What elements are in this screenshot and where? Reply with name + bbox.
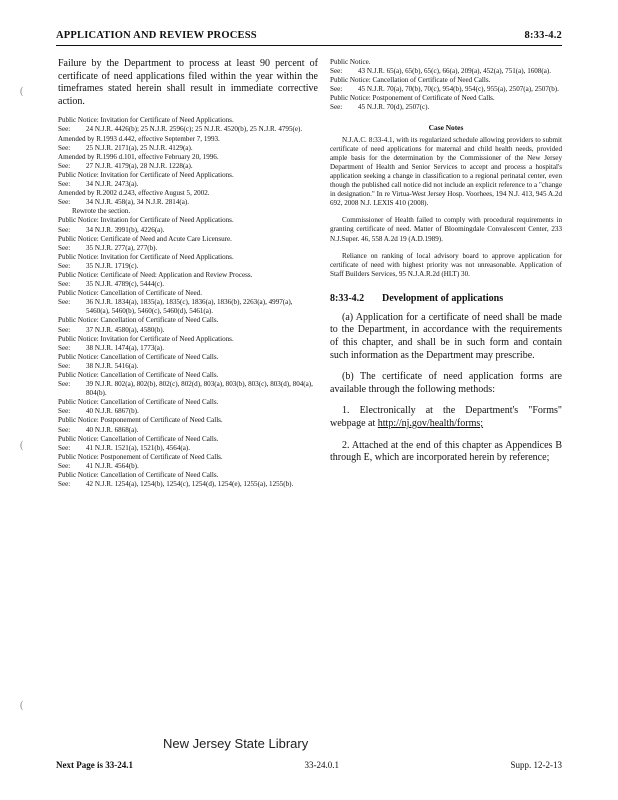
see-label: See:	[330, 103, 343, 112]
history-citation	[58, 344, 318, 353]
history-note: Public Notice: Invitation for Certificate of Need Applications.	[58, 170, 234, 179]
history-citation	[58, 426, 318, 435]
history-citation	[58, 125, 318, 134]
citation-text: 39 N.J.R. 802(a), 802(b), 802(c), 802(d), 803(a), 803(b), 803(c), 803(d), 804(a), 804(b).	[86, 380, 313, 398]
citation-text: 27 N.J.R. 4179(a), 28 N.J.R. 1228(a).	[86, 161, 193, 170]
history-citation	[58, 226, 318, 235]
list-item-1-text: 1. Electronically at the Department's "Forms" webpage at	[330, 405, 562, 430]
see-label: See:	[58, 380, 71, 389]
case-note: Commissioner of Health failed to comply with procedural requirements in granting certificate of need. Matter of Bloomingdale Convalescent Center, 233 N.J.Super. 46, 558 A.2d 19 (A.D.1989).	[330, 216, 562, 243]
supplement-date: Supp. 12-2-13	[510, 760, 562, 770]
history-note: Public Notice: Cancellation of Certificate of Need.	[58, 289, 202, 298]
history-note: Amended by R.1993 d.442, effective September 7, 1993.	[58, 134, 220, 143]
see-label: See:	[330, 85, 343, 94]
page-footer	[56, 760, 562, 770]
citation-text: 38 N.J.R. 1474(a), 1773(a).	[86, 343, 165, 352]
citation-text: 37 N.J.R. 4580(a), 4580(b).	[86, 325, 165, 334]
see-label: See:	[58, 480, 71, 489]
see-label: See:	[58, 461, 71, 470]
history-note: Public Notice: Cancellation of Certificate of Need Calls.	[58, 398, 219, 407]
history-citation	[330, 103, 562, 112]
history-citation	[58, 180, 318, 189]
lead-paragraph: Failure by the Department to process at least 90 percent of certificate of need applications filed within the year within the timeframes stated herein shall result in immediate corrective action.	[58, 58, 318, 107]
header-section-number: 8:33-4.2	[524, 30, 562, 41]
citation-text: 41 N.J.R. 1521(a), 1521(b), 4564(a).	[86, 443, 191, 452]
scan-mark: (	[20, 440, 24, 451]
history-note: Public Notice: Cancellation of Certificate of Need Calls.	[58, 371, 219, 379]
see-label: See:	[58, 361, 71, 370]
history-note: Public Notice: Invitation for Certificate of Need Applications.	[58, 252, 234, 261]
history-citation	[58, 162, 318, 171]
history-note: Public Notice: Invitation for Certificate of Need Applications.	[58, 334, 234, 343]
see-label: See:	[58, 407, 71, 416]
see-label: See:	[330, 67, 343, 76]
next-page-note: Next Page is 33-24.1	[56, 760, 133, 770]
history-citation	[330, 85, 562, 94]
history-note: Public Notice: Postponement of Certificate of Need Calls.	[58, 416, 223, 425]
history-note: Amended by R.2002 d.243, effective August 5, 2002.	[58, 189, 210, 198]
citation-text: 38 N.J.R. 5416(a).	[86, 361, 139, 370]
see-label: See:	[58, 143, 71, 152]
citation-text: 34 N.J.R. 458(a), 34 N.J.R. 2814(a).	[86, 198, 190, 207]
see-label: See:	[58, 443, 71, 452]
history-notes	[58, 116, 318, 489]
history-citation	[330, 67, 562, 76]
citation-text: 35 N.J.R. 277(a), 277(b).	[86, 243, 158, 252]
history-citation	[58, 198, 318, 207]
history-note: Public Notice: Cancellation of Certificate of Need Calls.	[58, 352, 219, 361]
history-note: Public Notice: Cancellation of Certificate of Need Calls.	[330, 76, 491, 85]
history-citation	[58, 480, 318, 489]
citation-text: 40 N.J.R. 6868(a).	[86, 425, 139, 434]
see-label: See:	[58, 243, 71, 252]
history-citation	[58, 244, 318, 253]
history-note: Amended by R.1996 d.101, effective February 20, 1996.	[58, 152, 219, 161]
see-label: See:	[58, 325, 71, 334]
citation-text: 36 N.J.R. 1834(a), 1835(a), 1835(c), 1836(a), 1836(b), 2263(a), 4997(a), 5460(a), 5460(b), 5460(c), 5460(d), 5461(a).	[86, 298, 293, 316]
forms-link[interactable]: http://nj.gov/health/forms;	[377, 418, 484, 430]
history-citation	[58, 326, 318, 335]
history-citation	[58, 444, 318, 453]
case-note: N.J.A.C. 8:33-4.1, with its regularized schedule allowing providers to submit certificate of need applications for maternal and child health needs, provided ample basis for the determination by the Commissioner of the New Jersey Department of Health and Senior Services to accept and process a hospital's application seeking a change in classification to a regional perinatal center, even though the published call notice did not include an explicit reference to a "change in designation." In re Virtua-West Jersey Hosp. Voorhees, 194 N.J. 413, 945 A.2d 692, 2008 N.J. LEXIS 410 (2008).	[330, 135, 562, 208]
history-note: Public Notice: Cancellation of Certificate of Need Calls.	[58, 316, 219, 325]
history-citation	[58, 407, 318, 416]
history-citation	[58, 280, 318, 289]
paragraph-a: (a) Application for a certificate of need shall be made to the Department, in accordance with the requirements of this chapter, and shall be in such form and contain such information as the Department may prescribe.	[330, 311, 562, 361]
header-rule	[56, 45, 562, 46]
citation-text: 35 N.J.R. 4789(c), 5444(c).	[86, 280, 165, 289]
see-label: See:	[58, 298, 71, 307]
history-citation	[58, 462, 318, 471]
citation-text: 35 N.J.R. 1719(c).	[86, 261, 139, 270]
see-label: See:	[58, 425, 71, 434]
section-number: 8:33-4.2	[330, 292, 365, 304]
history-note: Public Notice: Postponement of Certificate of Need Calls.	[58, 452, 223, 461]
header-title: APPLICATION AND REVIEW PROCESS	[56, 30, 257, 41]
list-item-2: 2. Attached at the end of this chapter as Appendices B through E, which are incorporated herein by reference;	[330, 439, 562, 464]
see-label: See:	[58, 343, 71, 352]
library-watermark: New Jersey State Library	[163, 736, 309, 751]
history-note: Public Notice: Invitation for Certificate of Need Applications.	[58, 116, 234, 125]
right-column	[330, 58, 562, 474]
see-label: See:	[58, 261, 71, 270]
history-citation	[58, 362, 318, 371]
section-heading	[330, 293, 562, 304]
history-citation	[58, 298, 318, 316]
history-note: Rewrote the section.	[72, 207, 131, 216]
citation-text: 45 N.J.R. 70(a), 70(b), 70(c), 954(b), 954(c), 955(a), 2507(a), 2507(b).	[358, 85, 559, 94]
history-note: Public Notice: Invitation for Certificate of Need Applications.	[58, 216, 234, 225]
see-label: See:	[58, 180, 71, 189]
history-note: Public Notice: Certificate of Need and Acute Care Licensure.	[58, 234, 232, 243]
citation-text: 25 N.J.R. 2171(a), 25 N.J.R. 4129(a).	[86, 143, 193, 152]
citation-text: 24 N.J.R. 4426(b); 25 N.J.R. 2596(c); 25 N.J.R. 4520(b), 25 N.J.R. 4795(e).	[86, 125, 303, 134]
citation-text: 41 N.J.R. 4564(b).	[86, 461, 139, 470]
citation-text: 34 N.J.R. 2473(a).	[86, 180, 139, 189]
scan-mark: (	[20, 700, 24, 711]
left-column	[58, 58, 318, 489]
history-notes	[330, 58, 562, 113]
see-label: See:	[58, 161, 71, 170]
running-header	[56, 30, 562, 41]
see-label: See:	[58, 125, 71, 134]
citation-text: 42 N.J.R. 1254(a), 1254(b), 1254(c), 1254(d), 1254(e), 1255(a), 1255(b).	[86, 480, 294, 489]
paragraph-b: (b) The certificate of need application forms are available through the following methods:	[330, 371, 562, 395]
history-note: Public Notice: Cancellation of Certificate of Need Calls.	[58, 434, 219, 443]
see-label: See:	[58, 280, 71, 289]
see-label: See:	[58, 198, 71, 207]
history-note: Public Notice.	[330, 58, 371, 66]
case-notes-heading: Case Notes	[428, 122, 464, 132]
history-note: Public Notice: Cancellation of Certificate of Need Calls.	[58, 471, 219, 480]
history-citation	[58, 262, 318, 271]
history-note: Public Notice: Postponement of Certificate of Need Calls.	[330, 94, 495, 103]
case-note: Reliance on ranking of local advisory board to approve application for certificate of need with highest priority was not unreasonable. Application of Staff Builders Services, 95 N.J.A.R.2d (HLT) 30.	[330, 251, 562, 278]
list-item-1	[330, 405, 562, 430]
citation-text: 40 N.J.R. 6867(b).	[86, 407, 139, 416]
section-title: Development of applications	[382, 292, 504, 304]
page-number: 33-24.0.1	[304, 760, 339, 770]
history-note: Public Notice: Certificate of Need: Application and Review Process.	[58, 270, 253, 279]
scan-mark: (	[20, 86, 24, 97]
history-citation	[58, 380, 318, 398]
citation-text: 45 N.J.R. 70(d), 2507(c).	[358, 103, 430, 112]
citation-text: 43 N.J.R. 65(a), 65(b), 65(c), 66(a), 209(a), 452(a), 751(a), 1608(a).	[358, 67, 552, 76]
see-label: See:	[58, 225, 71, 234]
citation-text: 34 N.J.R. 3991(b), 4226(a).	[86, 225, 165, 234]
history-citation	[58, 144, 318, 153]
